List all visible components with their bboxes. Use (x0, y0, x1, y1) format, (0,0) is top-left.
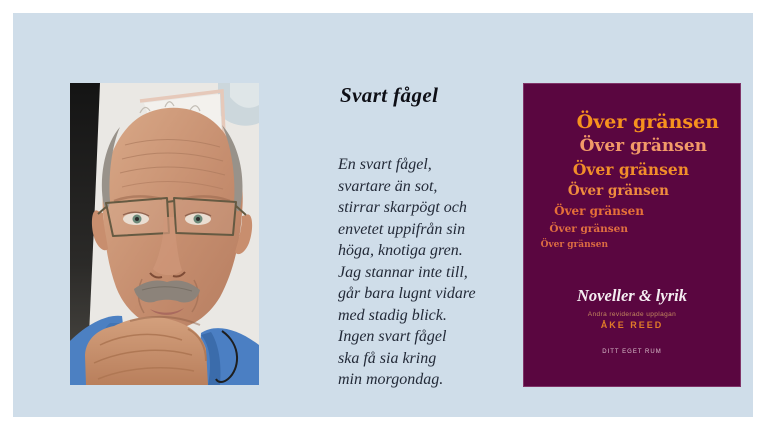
poem-line: stirrar skarpögt och (338, 199, 467, 216)
book-title-line: Över gränsen (549, 223, 628, 235)
book-title-line: Över gränsen (554, 204, 644, 218)
book-title-line: Över gränsen (579, 136, 707, 156)
poem-line: min morgondag. (338, 371, 444, 388)
book-title-line: Över gränsen (576, 111, 719, 133)
book-edition-note: Andra reviderade upplagan (587, 311, 677, 318)
poem-line: ska få sia kring (338, 349, 437, 367)
poem-line: med stadig blick. (338, 306, 447, 324)
poem-line: Jag stannar inte till, (338, 263, 468, 281)
book-subtitle: Noveller & lyrik (577, 286, 687, 305)
book-title-line: Över gränsen (567, 183, 669, 199)
poem-line: Ingen svart fågel (338, 328, 447, 345)
page-panel (13, 13, 753, 417)
poem-text (338, 154, 528, 391)
book-title-line: Över gränsen (540, 240, 608, 250)
book-title-line: Över gränsen (572, 160, 689, 179)
book-publisher: DITT EGET RUM (602, 349, 662, 355)
book-cover (523, 83, 741, 387)
poem-title: Svart fågel (340, 83, 439, 107)
poem-line: höga, knotiga gren. (338, 242, 463, 259)
author-photo-image (70, 83, 259, 385)
poem-line: svartare än sot, (338, 177, 438, 195)
poem-line: En svart fågel, (338, 156, 432, 173)
author-photo (70, 83, 259, 385)
book-author: ÅKE REED (600, 320, 664, 330)
poem-line: går bara lugnt vidare (338, 285, 476, 302)
poem-line: envetet uppifrån sin (338, 220, 466, 238)
